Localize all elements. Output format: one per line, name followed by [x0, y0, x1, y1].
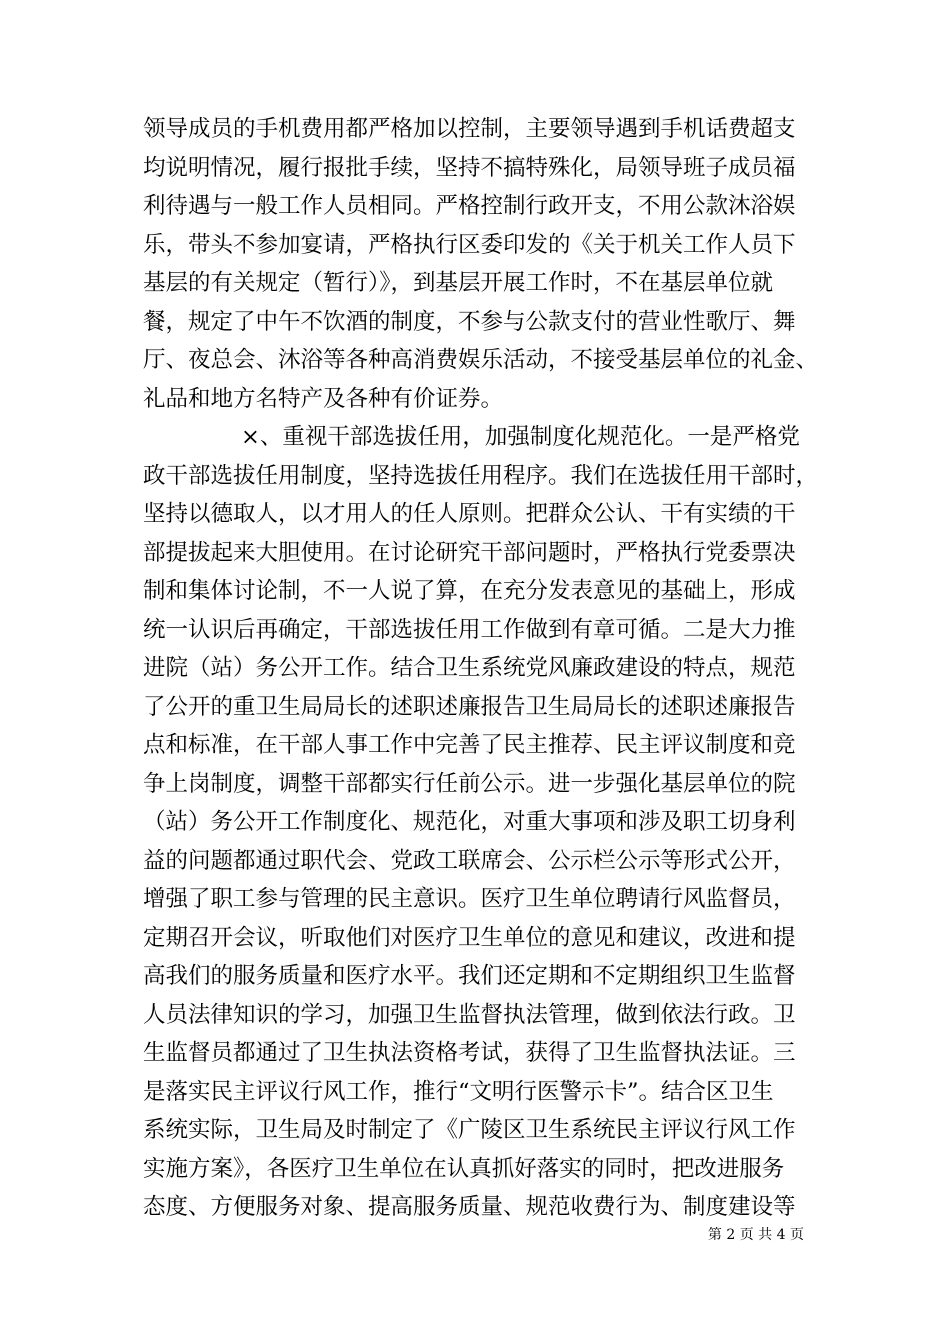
text-line: 统一认识后再确定，干部选拔任用工作做到有章可循。二是大力推	[143, 616, 796, 643]
text-line: 系统实际，卫生局及时制定了《广陵区卫生系统民主评议行风工作	[143, 1117, 796, 1143]
text-line: 点和标准，在干部人事工作中完善了民主推荐、民主评议制度和竞	[143, 732, 796, 758]
text-line: 均说明情况，履行报批手续，坚持不搞特殊化，局领导班子成员福	[143, 154, 796, 181]
text-line: 制和集体讨论制，不一人说了算，在充分发表意见的基础上，形成	[143, 578, 796, 604]
text-line: 餐，规定了中午不饮酒的制度，不参与公款支付的营业性歌厅、舞	[143, 308, 796, 335]
text-line: 利待遇与一般工作人员相同。严格控制行政开支，不用公款沐浴娱	[143, 193, 796, 219]
text-line: 生监督员都通过了卫生执法资格考试，获得了卫生监督执法证。三	[143, 1040, 796, 1066]
text-line: 实施方案》，各医疗卫生单位在认真抓好落实的同时，把改进服务	[143, 1155, 785, 1182]
text-line: 领导成员的手机费用都严格加以控制，主要领导遇到手机话费超支	[143, 116, 796, 142]
paragraph-start-line: ×、重视干部选拔任用，加强制度化规范化。一是严格党	[241, 424, 800, 450]
text-line: 政干部选拔任用制度，坚持选拔任用程序。我们在选拔任用干部时，	[143, 462, 819, 489]
text-line: 礼品和地方名特产及各种有价证券。	[143, 385, 504, 412]
page-number-footer: 第 2 页 共 4 页	[707, 1227, 804, 1243]
text-line: 坚持以德取人，以才用人的任人原则。把群众公认、干有实绩的干	[143, 501, 796, 527]
text-line: 是落实民主评议行风工作，推行“文明行医警示卡”。结合区卫生	[143, 1078, 774, 1105]
text-line: 乐，带头不参加宴请，严格执行区委印发的《关于机关工作人员下	[143, 231, 796, 258]
text-line: 厅、夜总会、沐浴等各种高消费娱乐活动，不接受基层单位的礼金、	[143, 347, 819, 373]
text-line: 态度、方便服务对象、提高服务质量、规范收费行为、制度建设等	[143, 1194, 796, 1220]
text-line: 高我们的服务质量和医疗水平。我们还定期和不定期组织卫生监督	[143, 963, 796, 989]
text-line: 部提拔起来大胆使用。在讨论研究干部问题时，严格执行党委票决	[143, 539, 796, 566]
text-line: 益的问题都通过职代会、党政工联席会、公示栏公示等形式公开，	[143, 847, 796, 874]
text-line: 争上岗制度，调整干部都实行任前公示。进一步强化基层单位的院	[143, 770, 796, 797]
text-line: 定期召开会议，听取他们对医疗卫生单位的意见和建议，改进和提	[143, 924, 796, 951]
text-line: 了公开的重卫生局局长的述职述廉报告卫生局局长的述职述廉报告	[143, 693, 796, 720]
text-line: 进院（站）务公开工作。结合卫生系统党风廉政建设的特点，规范	[143, 655, 796, 681]
text-line: （站）务公开工作制度化、规范化，对重大事项和涉及职工切身利	[143, 809, 796, 835]
text-line: 基层的有关规定（暂行）》，到基层开展工作时，不在基层单位就	[143, 270, 774, 296]
text-line: 增强了职工参与管理的民主意识。医疗卫生单位聘请行风监督员，	[143, 886, 796, 912]
body-text	[143, 110, 819, 1227]
text-line: 人员法律知识的学习，加强卫生监督执法管理，做到依法行政。卫	[143, 1001, 796, 1028]
